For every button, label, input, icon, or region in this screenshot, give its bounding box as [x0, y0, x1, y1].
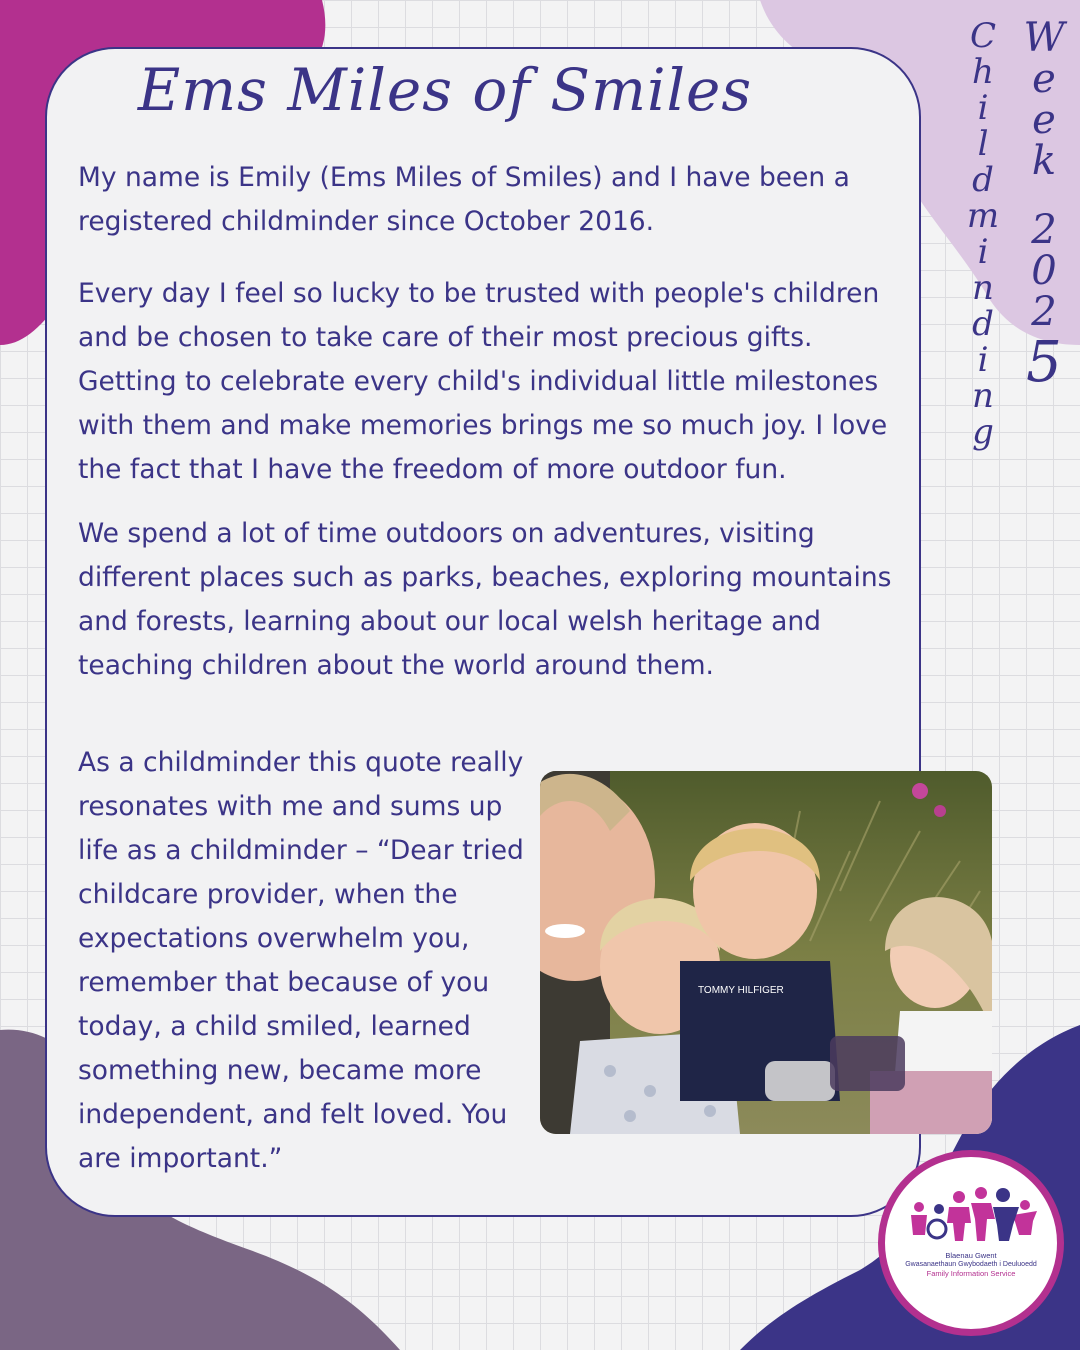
- logo-text: [895, 1251, 1047, 1278]
- outdoors-paragraph: We spend a lot of time outdoors on adventures, visiting different places such as parks, beaches, exploring mountains and forests, learning about our local welsh heritage and teaching children about the world around them.: [78, 518, 892, 681]
- tshirt-text: TOMMY HILFIGER: [698, 985, 784, 996]
- photo-illustration: [540, 771, 992, 1134]
- vertical-letter: 0: [1031, 248, 1057, 294]
- vertical-letter: d: [972, 160, 994, 200]
- vertical-letter: h: [972, 52, 994, 92]
- vertical-letter: d: [972, 304, 994, 344]
- vertical-letter: 2: [1031, 289, 1057, 335]
- vertical-letter: W: [1023, 15, 1065, 61]
- quote-paragraph: As a childminder this quote really resonates with me and sums up life as a childminder – “Dear tried childcare provider, when the expectations overwhelm you, remember that because of you today, a child smiled, learned something new, became more independent, and felt loved. You are important.”: [78, 747, 524, 1174]
- vertical-letter: g: [972, 412, 994, 452]
- vertical-letter: C: [969, 16, 996, 56]
- page-title: Ems Miles of Smiles: [137, 56, 753, 124]
- vertical-letter: e: [1032, 97, 1056, 143]
- logo-line-3: Family Information Service: [926, 1269, 1016, 1278]
- vertical-letter: n: [972, 376, 994, 416]
- vertical-letter: e: [1032, 56, 1056, 102]
- logo-line-1: Blaenau Gwent: [945, 1251, 997, 1260]
- family-information-service-logo: [878, 1150, 1064, 1336]
- family-photo: [540, 771, 992, 1134]
- vertical-letter: i: [977, 88, 989, 128]
- vertical-letter: n: [972, 268, 994, 308]
- vertical-letter: i: [977, 232, 989, 272]
- week-2025-vertical-title: [1018, 15, 1070, 395]
- logo-line-2: Gwasanaethaun Gwybodaeth i Deuluoedd: [905, 1261, 1037, 1268]
- vertical-letter: 2: [1031, 207, 1057, 253]
- vertical-letter: 5: [1026, 330, 1062, 395]
- vertical-letter: l: [977, 124, 989, 164]
- vertical-letter: m: [966, 196, 1000, 236]
- childminding-vertical-title: [958, 18, 1008, 450]
- lucky-paragraph: Every day I feel so lucky to be trusted with people's children and be chosen to take care of their most precious gifts. Getting to celebrate every child's individual little milestones with them and make memories brings me so much joy. I love the fact that I have the freedom of more outdoor fun.: [78, 278, 888, 485]
- people-icon: [885, 1163, 1057, 1253]
- vertical-letter: k: [1031, 138, 1057, 184]
- vertical-spacer: [1018, 182, 1070, 210]
- vertical-letter: i: [977, 340, 989, 380]
- intro-paragraph: My name is Emily (Ems Miles of Smiles) and I have been a registered childminder since October 2016.: [78, 162, 850, 237]
